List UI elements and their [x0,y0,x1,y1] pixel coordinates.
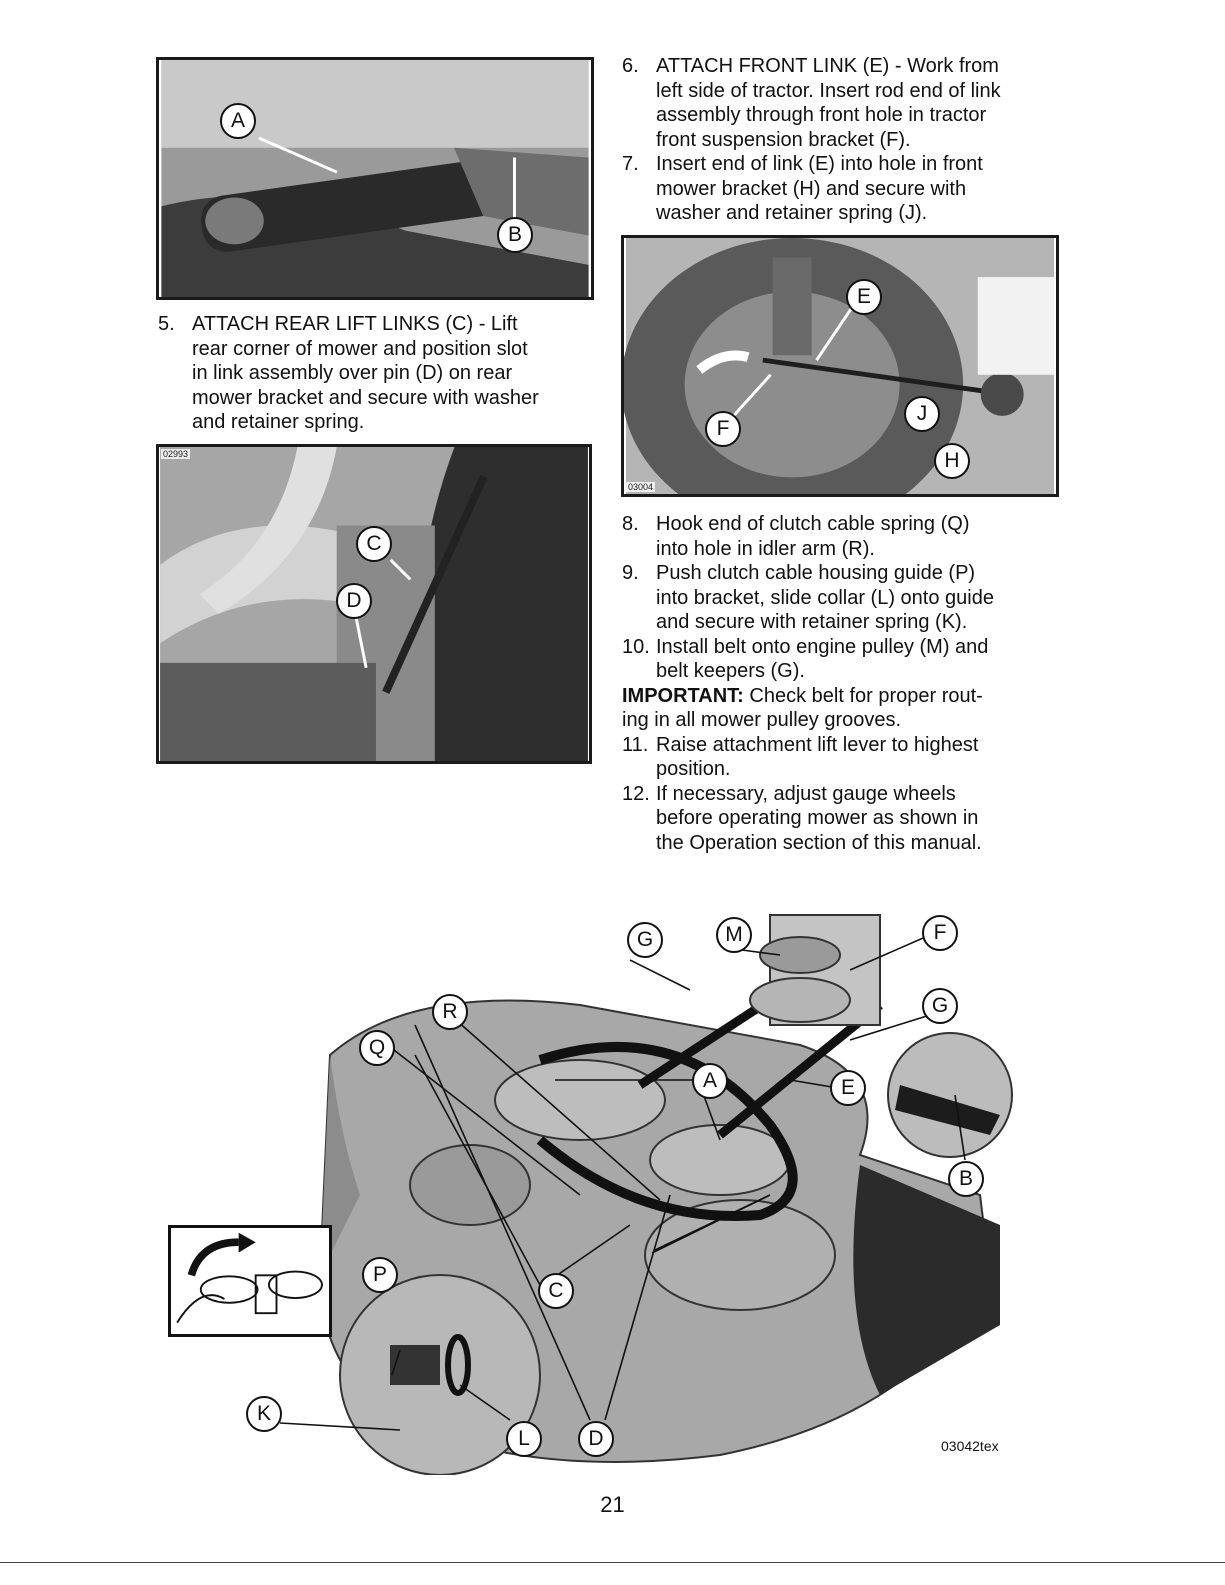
callout-D-diagram: D [578,1421,614,1457]
step-line: Hook end of clutch cable spring (Q) [656,513,970,535]
step-number: 12. [622,782,650,805]
step-number: 7. [622,153,639,175]
right-steps-top [622,54,1062,226]
step-number: 10. [622,635,650,658]
diagram-code: 03042tex [941,1438,999,1454]
step-line: mower bracket and secure with washer [192,386,539,409]
important-label: IMPORTANT: [622,684,744,707]
callout-J: J [904,396,940,432]
step-line: rear corner of mower and position slot [192,337,528,360]
callout-A-diagram: A [692,1063,728,1099]
callout-F-right: F [922,915,958,951]
step-number: 5. [158,313,175,335]
step-line: the Operation section of this manual. [656,831,982,854]
left-steps [158,312,598,435]
step-number: 9. [622,562,639,584]
callout-Q: Q [359,1030,395,1066]
step-number: 8. [622,513,639,535]
mower-deck-diagram [160,895,1040,1475]
front-wheel-illustration [624,238,1056,494]
step-line: Install belt onto engine pulley (M) and [656,635,989,658]
step-5 [158,312,598,435]
step-line: and retainer spring. [192,411,365,433]
callout-E-diagram: E [830,1070,866,1106]
wingnut-illustration [171,1228,329,1334]
callout-F: F [705,411,741,447]
figure-rear-lift-link-photo [156,444,592,764]
page-bottom-rule [0,1562,1225,1563]
step-line: in link assembly over pin (D) on rear [192,362,513,384]
step-6 [622,54,1062,152]
callout-C-diagram: C [538,1273,574,1309]
callout-G-right: G [922,988,958,1024]
step-11 [622,733,1062,782]
step-line: Raise attachment lift lever to highest [656,733,979,756]
front-link-illustration [159,60,591,297]
step-12 [622,782,1062,856]
callout-B: B [497,217,533,253]
step-line: Push clutch cable housing guide (P) [656,562,976,584]
callout-D: D [336,583,372,619]
figure-front-link-wheel-photo [621,235,1059,497]
callout-P: P [362,1257,398,1293]
step-line: assembly through front hole in tractor [656,104,987,126]
callout-C: C [356,526,392,562]
page-number: 21 [600,1492,625,1517]
step-line: ATTACH FRONT LINK (E) - Work from [656,55,999,77]
step-number: 11. [622,733,649,756]
step-line: If necessary, adjust gauge wheels [656,782,956,805]
step-line: and secure with retainer spring (K). [656,611,968,633]
step-line: ATTACH REAR LIFT LINKS (C) - Lift [192,313,518,335]
step-line: into hole in idler arm (R). [656,537,875,560]
important-line: ing in all mower pulley grooves. [622,709,902,731]
step-8 [622,512,1062,561]
step-line: belt keepers (G). [656,660,805,682]
step-line: Insert end of link (E) into hole in front [656,153,983,175]
figure-code: 03004 [628,482,654,492]
callout-L: L [506,1421,542,1457]
step-10 [622,635,1062,684]
step-line: before operating mower as shown in [656,807,979,829]
callout-A: A [220,103,256,139]
callout-K: K [246,1396,282,1432]
step-7 [622,152,1062,226]
rear-lift-link-illustration [159,447,589,761]
right-steps-bottom [622,512,1062,855]
callout-E: E [846,279,882,315]
step-number: 6. [622,55,639,77]
callout-H: H [934,443,970,479]
step-line: into bracket, slide collar (L) onto guide [656,586,994,609]
step-line: position. [656,758,731,780]
callout-B-diagram: B [948,1161,984,1197]
wingnut-inset [168,1225,332,1337]
important-line: Check belt for proper rout- [749,684,983,707]
step-line: left side of tractor. Insert rod end of link [656,79,1001,102]
important-note [622,684,1062,733]
callout-R: R [432,994,468,1030]
step-line: washer and retainer spring (J). [656,202,928,224]
step-line: mower bracket (H) and secure with [656,177,967,200]
figure-front-link-photo [156,57,594,300]
callout-G-left: G [627,922,663,958]
step-9 [622,561,1062,635]
figure-code: 02993 [163,449,189,459]
step-line: front suspension bracket (F). [656,128,911,151]
callout-M: M [716,917,752,953]
